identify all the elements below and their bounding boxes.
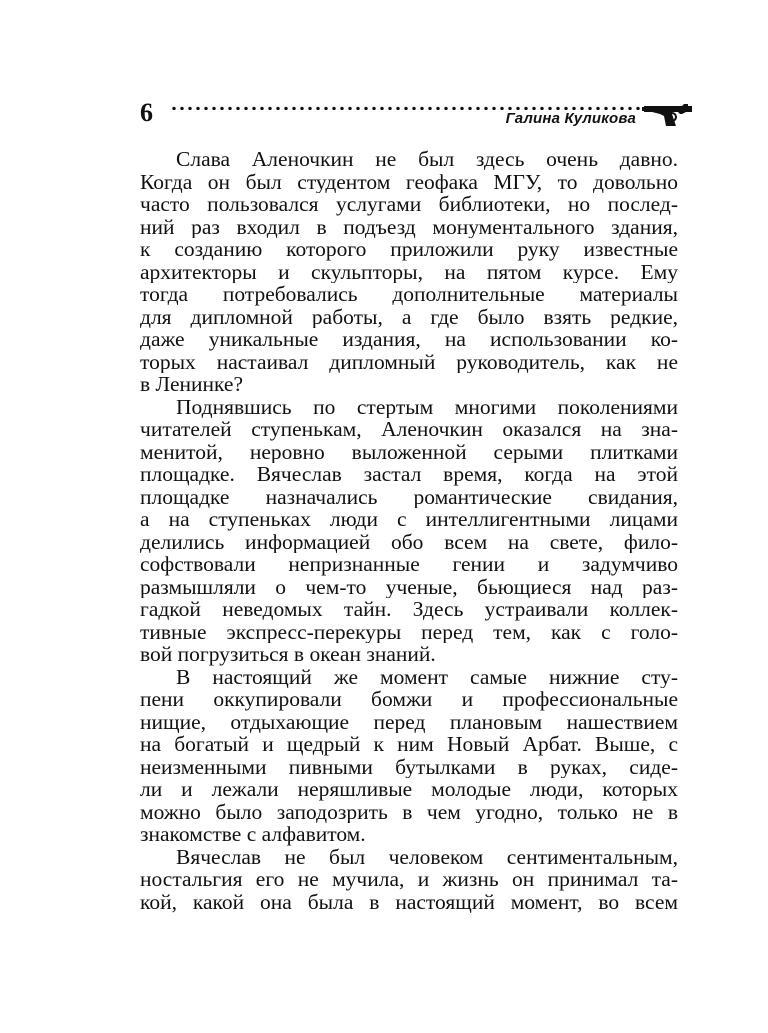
text-line: Когда он был студентом геофака МГУ, то довольно bbox=[140, 170, 678, 193]
text-line: В настоящий же момент самые нижние сту- bbox=[176, 665, 678, 688]
text-line: тогда потребовались дополнительные материалы bbox=[140, 283, 678, 306]
text-line: а на ступеньках люди с интеллигентными лицами bbox=[140, 508, 678, 531]
paragraph bbox=[140, 666, 678, 846]
text-line: архитекторы и скульпторы, на пятом курсе. Ему bbox=[140, 260, 678, 283]
paragraph bbox=[140, 846, 678, 914]
running-header bbox=[140, 96, 696, 132]
text-line: ностальгия его не мучила, и жизнь он принимал та- bbox=[140, 868, 678, 891]
text-line: Слава Аленочкин не был здесь очень давно. bbox=[176, 148, 678, 171]
text-line: неизменными пивными бутылками в руках, сиде- bbox=[140, 755, 678, 778]
text-line: Поднявшись по стертым многими поколениями bbox=[176, 395, 678, 418]
revolver-icon bbox=[642, 100, 696, 128]
body-text bbox=[140, 148, 678, 913]
text-line: для дипломной работы, а где было взять редкие, bbox=[140, 305, 678, 328]
text-line: софствовали непризнанные гении и задумчиво bbox=[140, 553, 678, 576]
page-number: 6 bbox=[140, 98, 153, 127]
text-line: можно было заподозрить в чем угодно, только не в bbox=[140, 800, 678, 823]
text-line: гадкой неведомых тайн. Здесь устраивали коллек- bbox=[140, 598, 678, 621]
paragraph bbox=[140, 396, 678, 666]
paragraph bbox=[140, 148, 678, 396]
text-line: в Ленинке? bbox=[140, 373, 244, 396]
text-line: даже уникальные издания, на использовании ко- bbox=[140, 328, 678, 351]
text-line: менитой, неровно выложенной серыми плитками bbox=[140, 440, 678, 463]
text-line: торых настаивал дипломный руководитель, как не bbox=[140, 350, 678, 373]
text-line: к созданию которого приложили руку известные bbox=[140, 238, 678, 261]
text-line: знакомстве с алфавитом. bbox=[140, 823, 366, 846]
running-header-author: Галина Куликова bbox=[505, 110, 636, 127]
text-line: нищие, отдыхающие перед плановым нашествием bbox=[140, 710, 678, 733]
text-line: ний раз входил в подъезд монументального здания, bbox=[140, 215, 678, 238]
text-line: вой погрузиться в океан знаний. bbox=[140, 643, 436, 666]
text-line: читателей ступенькам, Аленочкин оказался на зна- bbox=[140, 418, 678, 441]
text-line: на богатый и щедрый к ним Новый Арбат. Выше, с bbox=[140, 733, 678, 756]
text-line: тивные экспресс-перекуры перед тем, как с голо- bbox=[140, 620, 678, 643]
text-line: площадке назначались романтические свидания, bbox=[140, 485, 678, 508]
text-line: пени оккупировали бомжи и профессиональные bbox=[140, 688, 678, 711]
text-line: часто пользовался услугами библиотеки, но послед- bbox=[140, 193, 678, 216]
text-line: делились информацией обо всем на свете, фило- bbox=[140, 530, 678, 553]
text-line: Вячеслав не был человеком сентиментальным, bbox=[176, 845, 678, 868]
text-line: площадке. Вячеслав застал время, когда на этой bbox=[140, 463, 678, 486]
text-line: ли и лежали неряшливые молодые люди, которых bbox=[140, 778, 678, 801]
text-line: размышляли о чем-то ученые, бьющиеся над раз- bbox=[140, 575, 678, 598]
text-line: кой, какой она была в настоящий момент, во всем bbox=[140, 890, 678, 913]
